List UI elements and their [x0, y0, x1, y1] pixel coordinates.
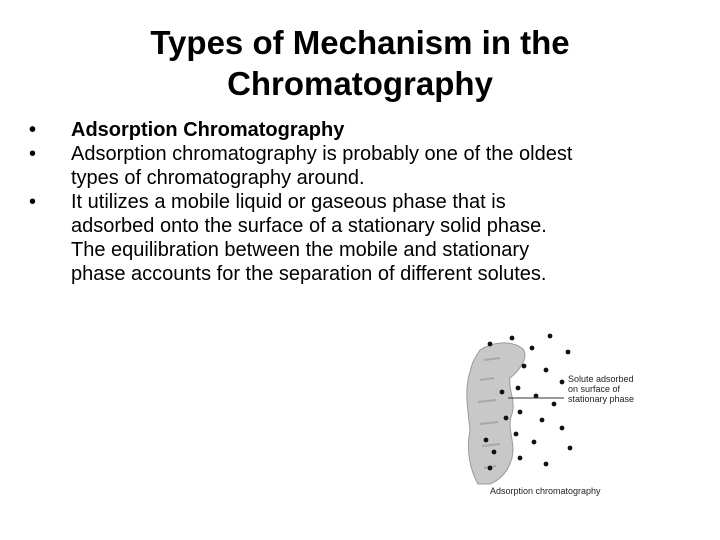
solute-dot	[566, 350, 571, 355]
solute-dot	[488, 342, 493, 347]
solute-dot	[510, 336, 515, 341]
solute-dot	[560, 380, 565, 385]
adsorption-diagram	[450, 330, 655, 500]
figure-label-line-2: on surface of	[568, 384, 621, 394]
solute-dot	[516, 386, 521, 391]
bullet-item-3	[26, 190, 586, 286]
solute-dot	[548, 334, 553, 339]
bullet-dot: •	[29, 119, 37, 141]
solute-dot	[514, 432, 519, 437]
bullet-text: Adsorption Chromatography	[71, 119, 345, 141]
solute-dot	[560, 426, 565, 431]
stationary-phase-shape	[467, 343, 525, 484]
solute-dot	[544, 368, 549, 373]
solute-dot	[500, 390, 505, 395]
bullet-dot: •	[29, 143, 37, 165]
solute-dot	[518, 456, 523, 461]
solute-dot	[552, 402, 557, 407]
solute-dot	[492, 450, 497, 455]
bullet-item-1	[26, 118, 586, 142]
figure-caption: Adsorption chromatography	[490, 486, 601, 496]
solute-dot	[530, 346, 535, 351]
title-line-2: Chromatography	[227, 65, 493, 102]
bullet-dot: •	[29, 191, 37, 213]
bullet-item-2	[26, 142, 586, 190]
solute-dot	[532, 440, 537, 445]
title-line-1: Types of Mechanism in the	[150, 24, 570, 61]
solute-dot	[544, 462, 549, 467]
slide-title	[60, 22, 660, 104]
bullet-text: It utilizes a mobile liquid or gaseous phase that is adsorbed onto the surface of a stationary solid phase. The equilibration between the mobile and stationary phase accounts for the separation of different solutes.	[71, 191, 547, 285]
bullet-list	[26, 118, 586, 286]
solute-dot	[522, 364, 527, 369]
figure-label-line-1: Solute adsorbed	[568, 374, 634, 384]
figure-label-line-3: stationary phase	[568, 394, 635, 404]
solute-dot	[568, 446, 573, 451]
solute-dot	[518, 410, 523, 415]
solute-dot	[488, 466, 493, 471]
solute-dot	[484, 438, 489, 443]
solute-dot	[504, 416, 509, 421]
solute-dot	[540, 418, 545, 423]
bullet-text: Adsorption chromatography is probably one of the oldest types of chromatography around.	[71, 143, 573, 189]
adsorption-figure	[450, 330, 655, 500]
